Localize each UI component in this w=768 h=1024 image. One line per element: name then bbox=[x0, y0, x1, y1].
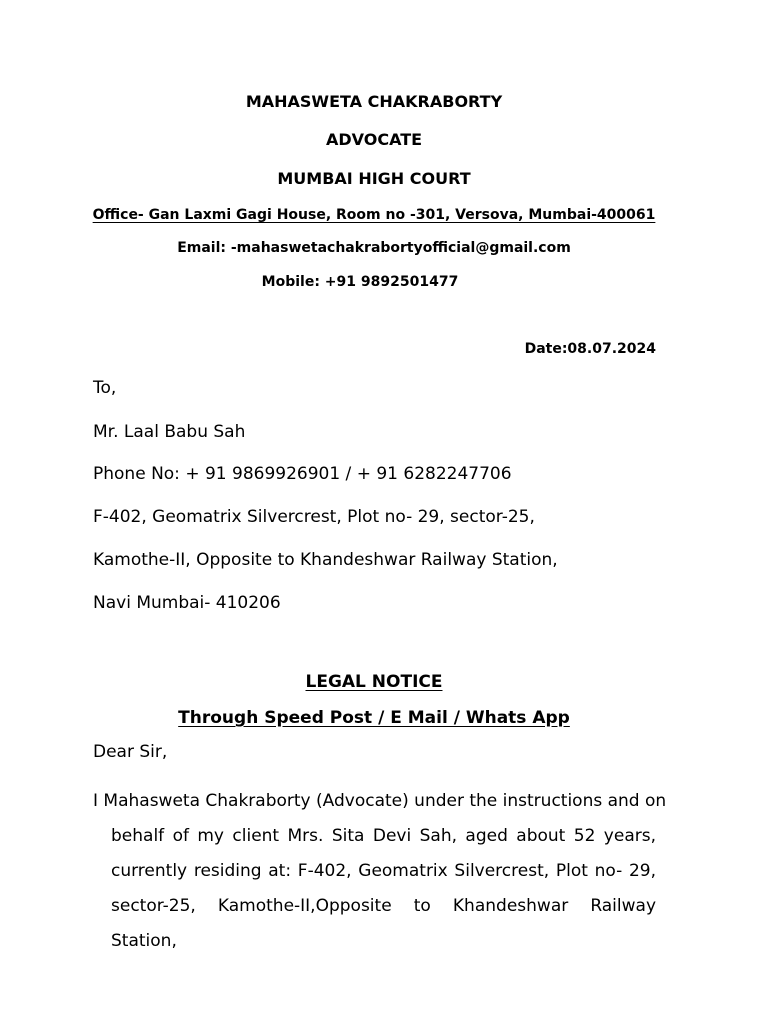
recipient-address-line-1: F-402, Geomatrix Silvercrest, Plot no- 29, sector-25, bbox=[93, 507, 535, 527]
advocate-role: ADVOCATE bbox=[325, 130, 423, 149]
body-line: sector-25, Kamothe-II,Opposite to Khandeshwar Railway Station, bbox=[111, 896, 656, 951]
body-line: behalf of my client Mrs. Sita Devi Sah, aged about 52 years, bbox=[111, 826, 656, 846]
body-line: currently residing at: F-402, Geomatrix Silvercrest, Plot no- 29, bbox=[111, 861, 656, 881]
recipient-name: Mr. Laal Babu Sah bbox=[93, 422, 246, 442]
court-name: MUMBAI HIGH COURT bbox=[277, 169, 471, 188]
recipient-address-line-3: Navi Mumbai- 410206 bbox=[93, 593, 281, 613]
notice-body-paragraph bbox=[93, 784, 667, 959]
recipient-to: To, bbox=[93, 378, 117, 398]
notice-title: LEGAL NOTICE bbox=[305, 672, 443, 692]
email-line: Email: -mahaswetachakrabortyofficial@gmail.com bbox=[177, 240, 571, 256]
salutation: Dear Sir, bbox=[93, 742, 168, 762]
notice-subtitle: Through Speed Post / E Mail / Whats App bbox=[178, 708, 570, 728]
advocate-name: MAHASWETA CHAKRABORTY bbox=[245, 92, 503, 111]
notice-date: Date:08.07.2024 bbox=[524, 341, 656, 357]
mobile-line: Mobile: +91 9892501477 bbox=[261, 274, 459, 290]
recipient-address-line-2: Kamothe-II, Opposite to Khandeshwar Railway Station, bbox=[93, 550, 558, 570]
body-line: I Mahasweta Chakraborty (Advocate) under the instructions and on bbox=[93, 791, 667, 811]
office-address: Office- Gan Laxmi Gagi House, Room no -301, Versova, Mumbai-400061 bbox=[92, 207, 656, 223]
recipient-phone: Phone No: + 91 9869926901 / + 91 6282247706 bbox=[93, 464, 512, 484]
